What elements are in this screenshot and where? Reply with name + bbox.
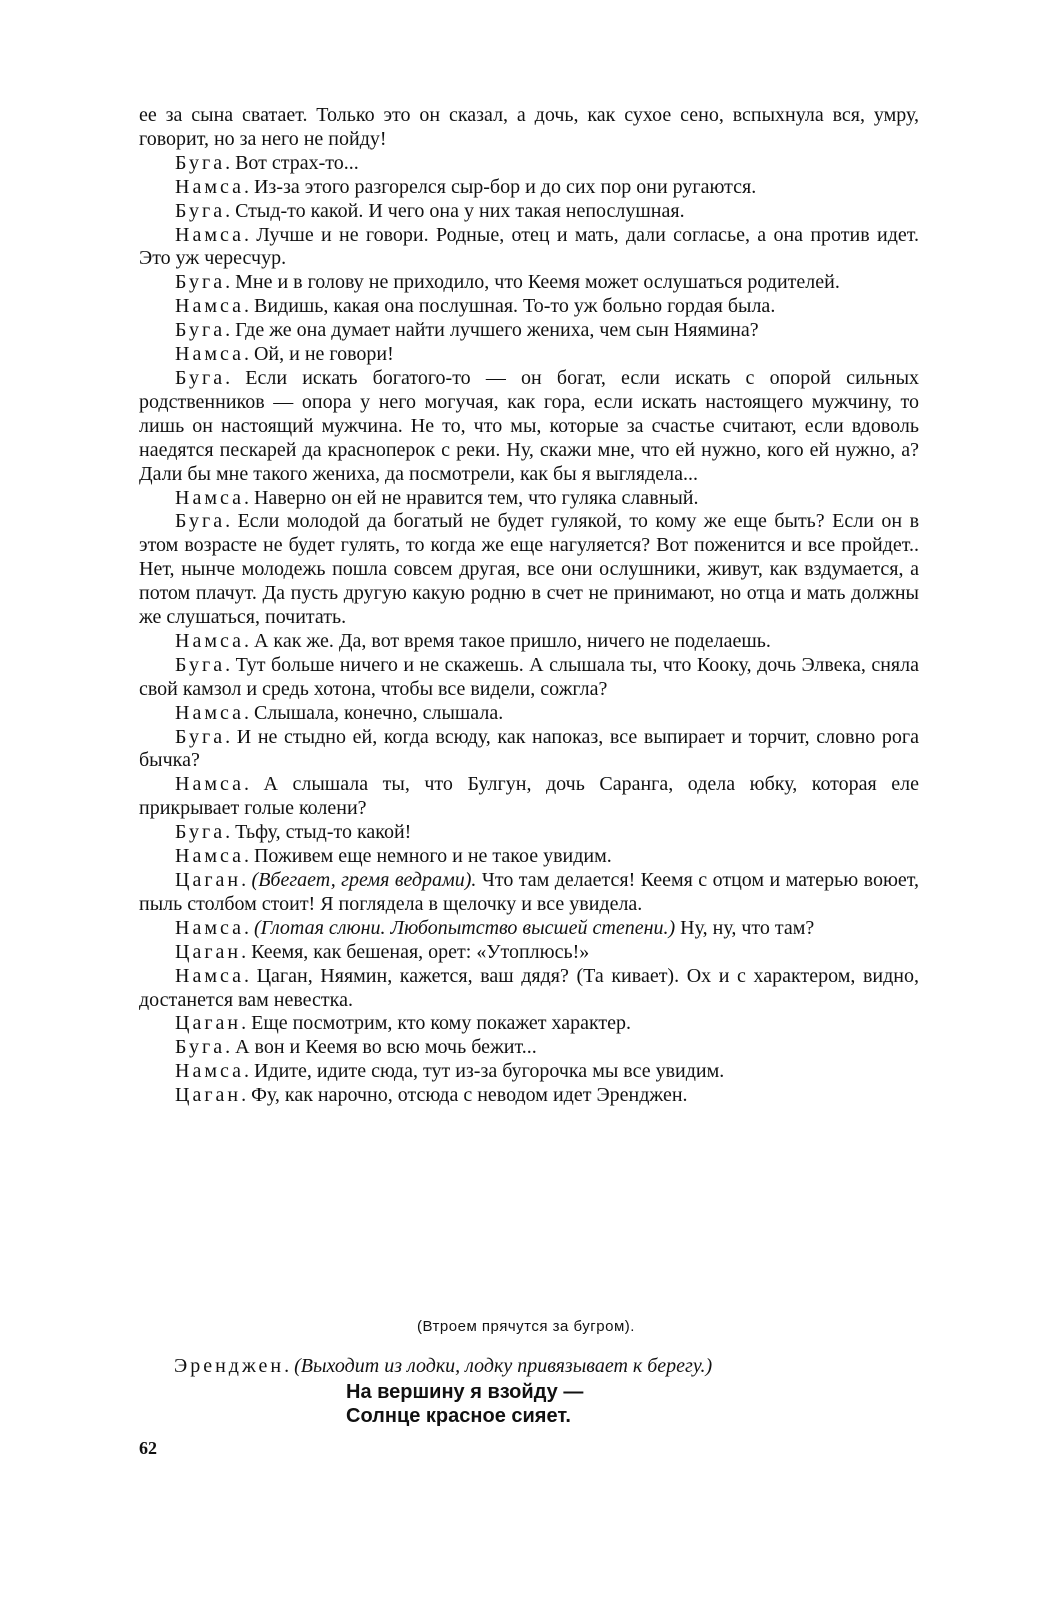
dialogue-text: Видишь, какая она послушная. То-то уж больно гордая была. (253, 295, 776, 318)
dialogue-text: И не стыдно ей, когда всюду, как напоказ, все выпирает и торчит, словно рога бычка? (139, 725, 920, 772)
dialogue-text: Поживем еще немного и не такое увидим. (253, 845, 612, 868)
dialogue-text: Что там делается! Кеемя с отцом и матерью воюет, пыль столбом стоит! Я поглядела в щелочку и все увидела. (139, 869, 919, 915)
dialogue-paragraph: Намса. А слышала ты, что Булгун, дочь Саранга, одела юбку, которая еле прикрывает голые колени? (139, 773, 920, 820)
speaker-name: Эренджен (174, 1355, 285, 1377)
speaker-name: Цаган (175, 869, 242, 891)
dialogue-text: Ой, и не говори! (253, 343, 394, 366)
stage-direction-inline: (Вбегает, гремя ведрами). (251, 869, 477, 891)
dialogue-paragraph: Цаган. (Вбегает, гремя ведрами). Что там делается! Кеемя с отцом и матерью воюет, пыль столбом стоит! Я поглядела в щелочку и все увидела. (139, 869, 919, 915)
dialogue-paragraph: Буга. А вон и Кеемя во всю мочь бежит... (175, 1036, 537, 1059)
speaker-name: Намса (175, 486, 244, 509)
dialogue-paragraph: Буга. И не стыдно ей, когда всюду, как напоказ, все выпирает и торчит, словно рога бычка? (139, 725, 920, 772)
dialogue-paragraph (139, 104, 919, 152)
speaker-name: Намса (175, 175, 244, 198)
dialogue-paragraph: Намса. Из-за этого разгорелся сыр-бор и до сих пор они ругаются. (175, 175, 757, 198)
dialogue-text: Тьфу, стыд-то какой! (235, 821, 412, 844)
dialogue-paragraph: Буга. Тут больше ничего и не скажешь. А слышала ты, что Кооку, дочь Элвека, сняла свой камзол и средь хотона, чтобы все видели, сожгла? (139, 653, 919, 700)
dialogue-paragraph: Намса. Видишь, какая она послушная. То-то уж больно гордая была. (175, 295, 776, 318)
dialogue-paragraph: Буга. Где же она думает найти лучшего жениха, чем сын Няямина? (175, 319, 759, 342)
dialogue-paragraph: Намса. Ой, и не говори! (175, 343, 394, 366)
dialogue-paragraph: Намса. Слышала, конечно, слышала. (175, 701, 504, 724)
speaker-name: Цаган (175, 1012, 242, 1035)
dialogue-paragraph: Намса. Наверно он ей не нравится тем, что гуляка славный. (175, 486, 699, 509)
dialogue-text: Тут больше ничего и не скажешь. А слышала ты, что Кооку, дочь Элвека, сняла свой камзол и средь хотона, чтобы все видели, сожгла? (139, 653, 919, 700)
dialogue-text: Из-за этого разгорелся сыр-бор и до сих пор они ругаются. (253, 175, 757, 198)
speaker-name: Намса (175, 845, 244, 868)
speaker-name: Намса (175, 1060, 244, 1083)
verse-line: Солнце красное сияет. (346, 1405, 571, 1427)
speaker-name: Буга (175, 725, 226, 748)
dialogue-text: Где же она думает найти лучшего жениха, чем сын Няямина? (235, 319, 759, 342)
speaker-name: Буга (175, 199, 226, 222)
dialogue-text: А вон и Кеемя во всю мочь бежит... (235, 1036, 537, 1059)
dialogue-paragraph: Буга. Стыд-то какой. И чего она у них такая непослушная. (175, 199, 685, 222)
dialogue-paragraph: Буга. Если искать богатого-то — он богат, если искать с опорой сильных родственников — опора у него могучая, как гора, если искать настоящего мужчину, то лишь он настоящий мужчина. Не то, что мы, которые за счастье считают, если вдоволь наедятся пескарей да красноперок с реки. Ну, скажи мне, что ей нужно, кого ей нужно, а? Дали бы мне такого жениха, да посмотрели, как бы я выглядела... (139, 366, 920, 485)
dialogue-paragraph: Буга. Если молодой да богатый не будет гулякой, то кому же еще быть? Если он в этом возрасте не будет гулять, то когда же еще нагуляется? Вот поженится и все пройдет.. Нет, нынче молодежь пошла совсем другая, все они ослушники, живут, как вздумается, а потом плачут. Да пусть другую какую родню в счет не принимают, но отца и мать должны же слушаться, почитать. (139, 510, 920, 629)
speaker-name: Намса (175, 773, 244, 796)
page-number: 62 (139, 1438, 157, 1458)
dialogue-text: Идите, идите сюда, тут из-за бугорочка мы все увидим. (253, 1060, 725, 1083)
dialogue-text: Ну, ну, что там? (680, 916, 815, 939)
speaker-name: Буга (175, 821, 226, 844)
dialogue-text: Слышала, конечно, слышала. (253, 701, 504, 724)
dialogue-paragraph: Намса. А как же. Да, вот время такое пришло, ничего не поделаешь. (175, 629, 771, 652)
dialogue-text: Еще посмотрим, кто кому покажет характер. (251, 1012, 632, 1035)
speaker-name: Намса (175, 629, 244, 652)
dialogue-text: А как же. Да, вот время такое пришло, ничего не поделаешь. (253, 629, 771, 652)
dialogue-text: Цаган, Няямин, кажется, ваш дядя? (Та кивает). Ох и с характером, видно, достанется вам невестка. (139, 964, 919, 1011)
final-speech-line: Эренджен. (Выходит из лодки, лодку привязывает к берегу.) (174, 1355, 713, 1377)
dialogue-paragraph: Намса. Лучше и не говори. Родные, отец и мать, дали согласье, а она против идет. Это уж чересчур. (139, 223, 919, 270)
speaker-name: Цаган (175, 940, 242, 963)
dialogue-text: Если молодой да богатый не будет гулякой, то кому же еще быть? Если он в этом возрасте не будет гулять, то когда же еще нагуляется? Вот поженится и все пройдет.. Нет, нынче молодежь пошла совсем другая, все они ослушники, живут, как вздумается, а потом плачут. Да пусть другую какую родню в счет не принимают, но отца и мать должны же слушаться, почитать. (139, 510, 920, 629)
speaker-name: Буга (175, 653, 226, 676)
speaker-name: Намса (175, 916, 244, 939)
speaker-name: Буга (175, 1036, 226, 1059)
dialogue-text: Мне и в голову не приходило, что Кеемя может ослушаться родителей. (235, 271, 840, 294)
dialogue-text: ее за сына сватает. Только это он сказал, а дочь, как сухое сено, вспыхнула вся, умру, говорит, но за него не пойду! (139, 104, 919, 150)
speaker-name: Буга (175, 151, 226, 174)
dialogue-paragraph: Буга. Тьфу, стыд-то какой! (175, 821, 412, 844)
dialogue-paragraph: Цаган. Кеемя, как бешеная, орет: «Утоплюсь!» (175, 940, 590, 963)
dialogue-text: А слышала ты, что Булгун, дочь Саранга, одела юбку, которая еле прикрывает голые колени? (139, 773, 920, 820)
dialogue-text: Если искать богатого-то — он богат, если искать с опорой сильных родственников — опора у него могучая, как гора, если искать настоящего мужчину, то лишь он настоящий мужчина. Не то, что мы, которые за счастье считают, если вдоволь наедятся пескарей да красноперок с реки. Ну, скажи мне, что ей нужно, кого ей нужно, а? Дали бы мне такого жениха, да посмотрели, как бы я выглядела... (139, 366, 920, 485)
dialogue-paragraph: Намса. Идите, идите сюда, тут из-за бугорочка мы все увидим. (175, 1060, 725, 1083)
dialogue-text: Фу, как нарочно, отсюда с неводом идет Эренджен. (251, 1084, 688, 1107)
dialogue-paragraph: Буга. Вот страх-то... (175, 151, 359, 174)
speaker-name: Буга (175, 366, 226, 389)
play-text (139, 104, 919, 1108)
dialogue-paragraph: Намса. Поживем еще немного и не такое увидим. (175, 845, 612, 868)
stage-direction-inline: (Выходит из лодки, лодку привязывает к берегу.) (294, 1355, 713, 1377)
speaker-name: Буга (175, 319, 226, 342)
speaker-name: Буга (175, 271, 226, 294)
stage-direction: (Втроем прячутся за бугром). (417, 1318, 635, 1335)
dialogue-paragraph: Намса. Цаган, Няямин, кажется, ваш дядя? (Та кивает). Ох и с характером, видно, достанется вам невестка. (139, 964, 919, 1011)
dialogue-text: Наверно он ей не нравится тем, что гуляка славный. (253, 486, 699, 509)
dialogue-paragraph: Намса. (Глотая слюни. Любопытство высшей степени.) Ну, ну, что там? (175, 916, 815, 939)
speaker-name: Буга (175, 510, 226, 533)
dialogue-paragraph: Цаган. Фу, как нарочно, отсюда с неводом идет Эренджен. (175, 1084, 688, 1107)
speaker-name: Намса (175, 964, 244, 987)
speaker-name: Цаган (175, 1084, 242, 1107)
dialogue-paragraph: Буга. Мне и в голову не приходило, что Кеемя может ослушаться родителей. (175, 271, 840, 294)
dialogue-text: Лучше и не говори. Родные, отец и мать, дали согласье, а она против идет. Это уж чересчур. (139, 223, 919, 270)
dialogue-paragraph: Цаган. Еще посмотрим, кто кому покажет характер. (175, 1012, 632, 1035)
dialogue-text: Стыд-то какой. И чего она у них такая непослушная. (235, 199, 685, 222)
speaker-name: Намса (175, 295, 244, 318)
stage-direction-inline: (Глотая слюни. Любопытство высшей степени.) (253, 916, 676, 939)
dialogue-text: Кеемя, как бешеная, орет: «Утоплюсь!» (251, 940, 590, 963)
speaker-name: Намса (175, 223, 244, 246)
dialogue-text: Вот страх-то... (235, 151, 359, 174)
speaker-name: Намса (175, 343, 244, 366)
speaker-name: Намса (175, 701, 244, 724)
verse-line: На вершину я взойду — (346, 1381, 584, 1403)
